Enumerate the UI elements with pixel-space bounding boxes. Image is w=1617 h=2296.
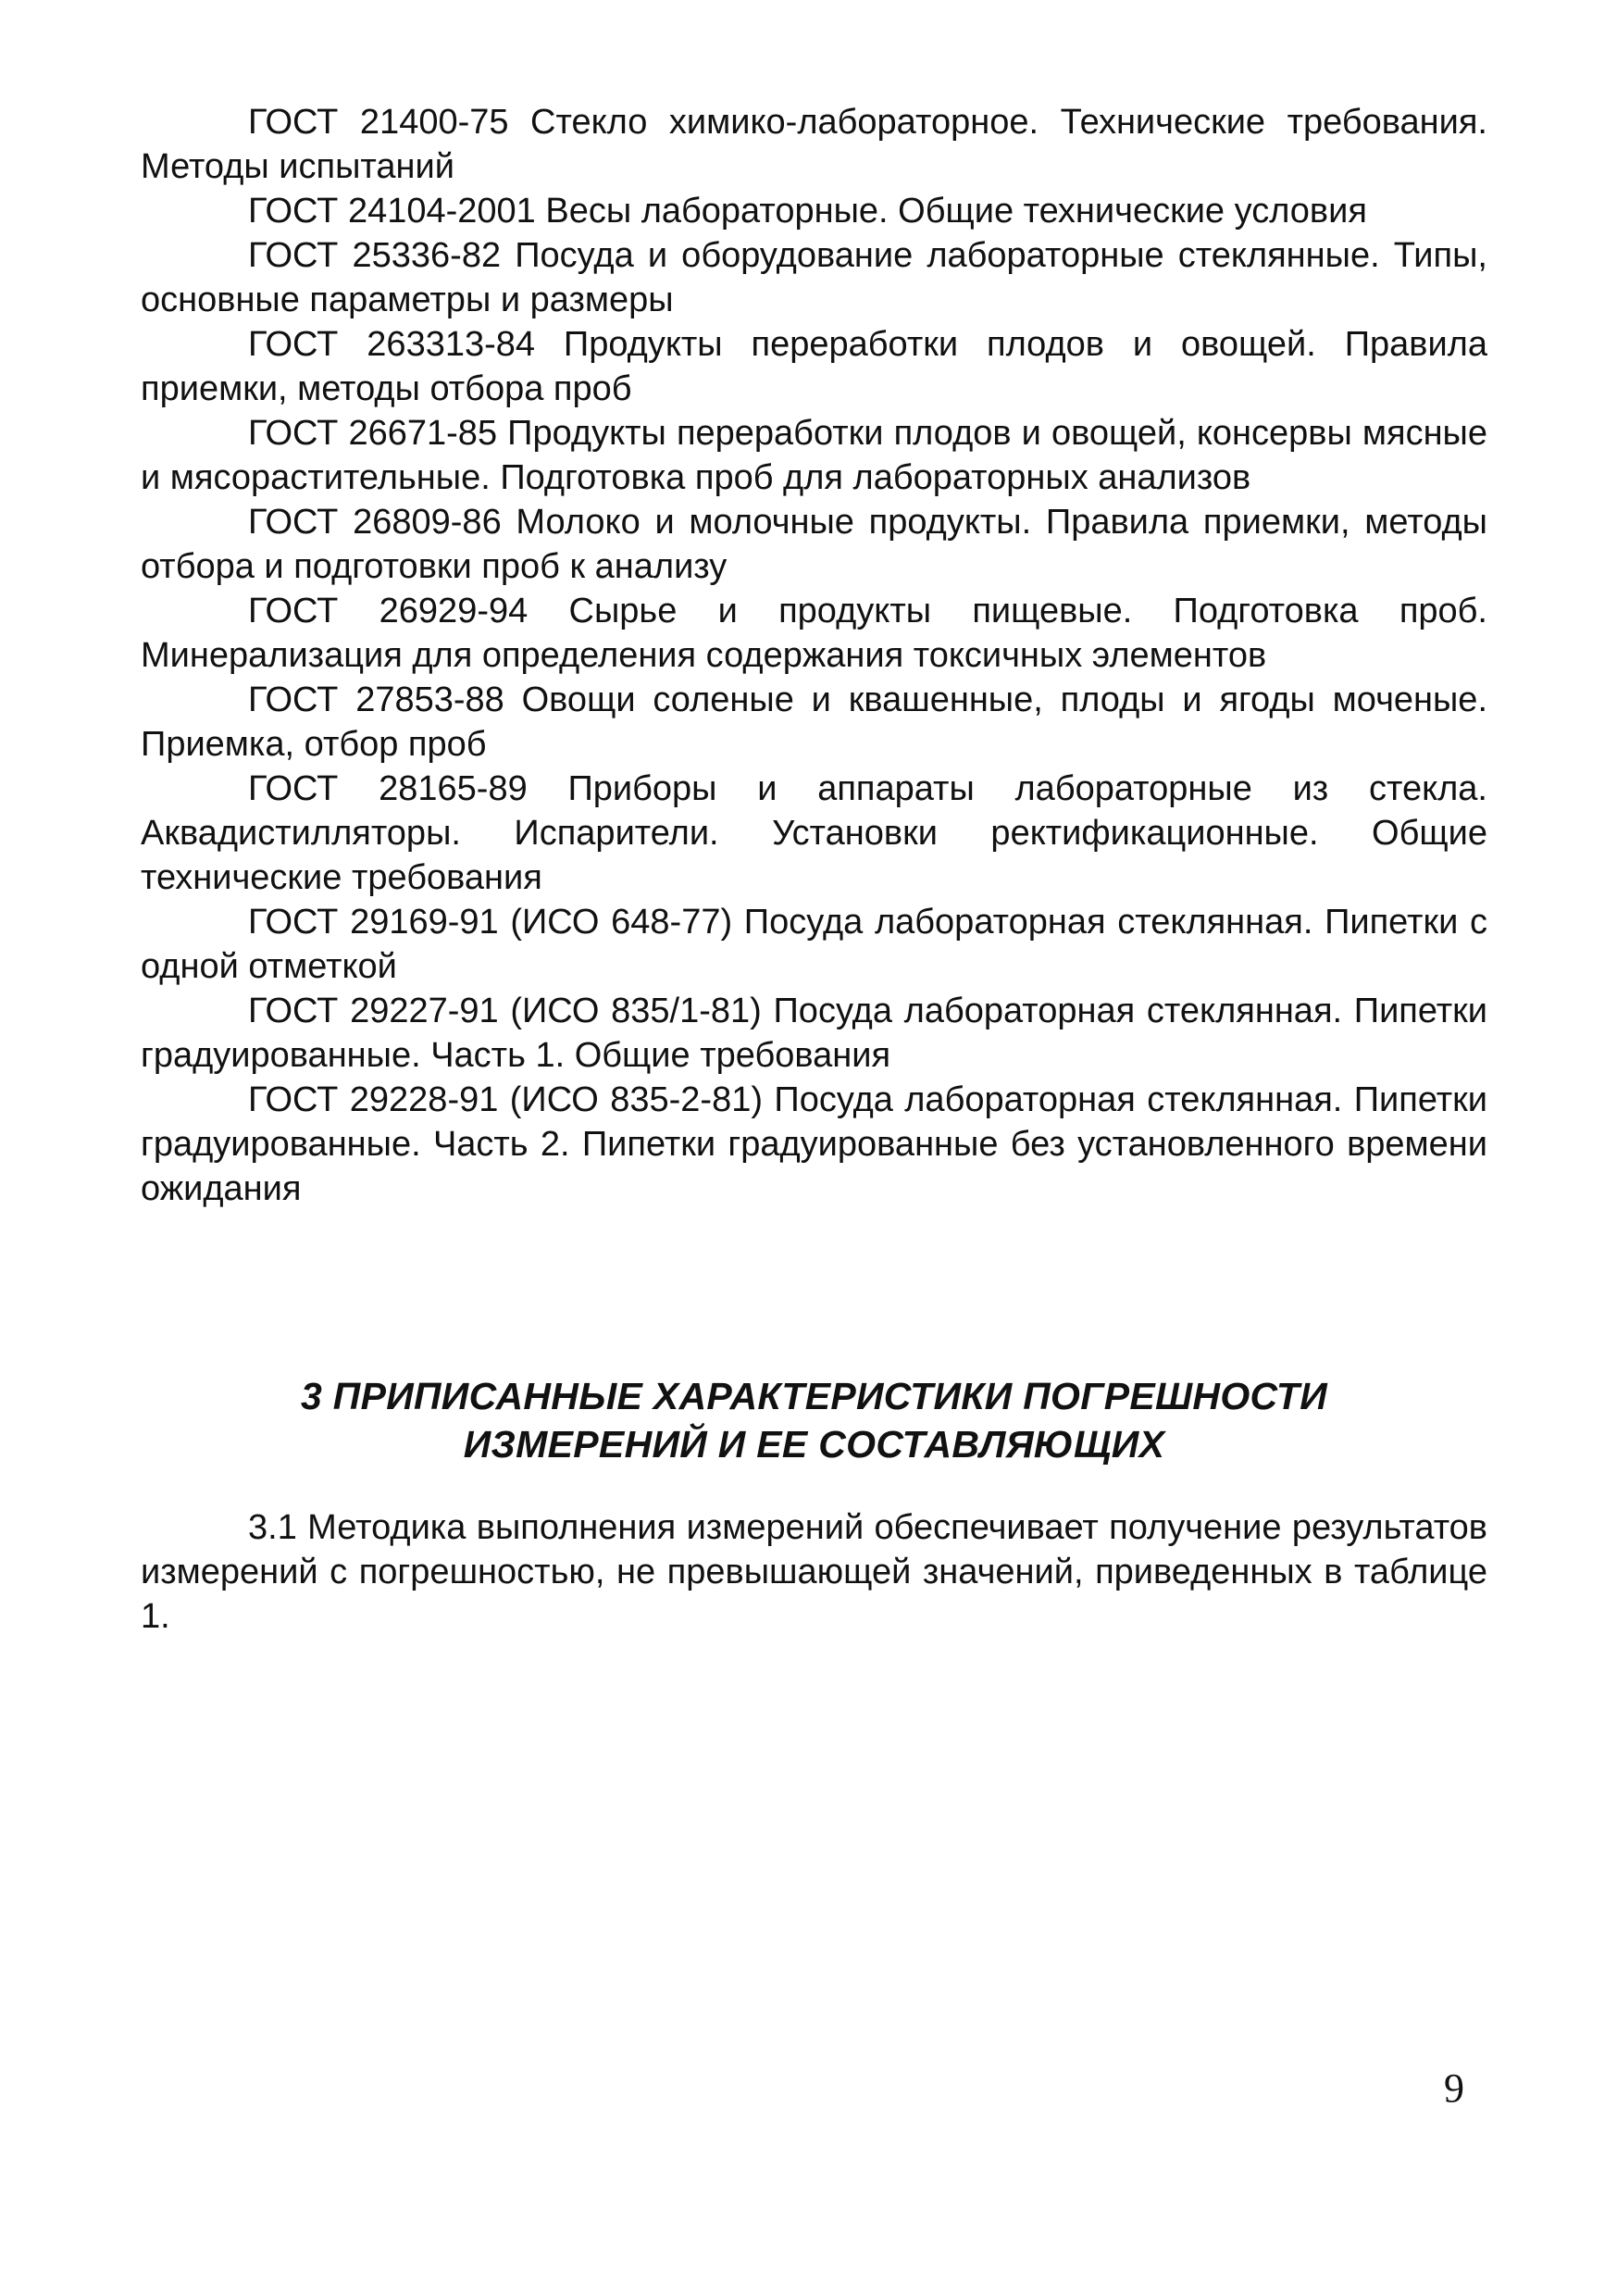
reference-item: ГОСТ 21400-75 Стекло химико-лабораторное. Технические требования. Методы испытаний — [141, 103, 1487, 186]
reference-item: ГОСТ 29169-91 (ИСО 648-77) Посуда лабораторная стеклянная. Пипетки с одной отметкой — [141, 903, 1487, 986]
reference-item: ГОСТ 26929-94 Сырье и продукты пищевые. Подготовка проб. Минерализация для определения содержания токсичных элементов — [141, 592, 1487, 675]
reference-item: ГОСТ 25336-82 Посуда и оборудование лабораторные стеклянные. Типы, основные параметры и размеры — [141, 236, 1487, 319]
reference-item: ГОСТ 24104-2001 Весы лабораторные. Общие технические условия — [248, 192, 1367, 231]
section-paragraph: 3.1 Методика выполнения измерений обеспечивает получение результатов измерений с погрешностью, не превышающей значений, приведенных в таблице 1. — [141, 1508, 1487, 1636]
section-title-line: 3 ПРИПИСАННЫЕ ХАРАКТЕРИСТИКИ ПОГРЕШНОСТИ — [300, 1375, 1328, 1417]
normative-references-list — [141, 100, 1487, 1211]
page-number: 9 — [1444, 2065, 1464, 2111]
reference-item: ГОСТ 27853-88 Овощи соленые и квашенные, плоды и ягоды моченые. Приемка, отбор проб — [141, 680, 1487, 764]
reference-item: ГОСТ 28165-89 Приборы и аппараты лабораторные из стекла. Аквадистилляторы. Испарители. Установки ректификационные. Общие технические требования — [141, 769, 1487, 897]
reference-item: ГОСТ 263313-84 Продукты переработки плодов и овощей. Правила приемки, методы отбора проб — [141, 325, 1487, 408]
reference-item: ГОСТ 26809-86 Молоко и молочные продукты. Правила приемки, методы отбора и подготовки проб к анализу — [141, 503, 1487, 586]
reference-item: ГОСТ 29228-91 (ИСО 835-2-81) Посуда лабораторная стеклянная. Пипетки градуированные. Часть 2. Пипетки градуированные без установленного времени ожидания — [141, 1080, 1487, 1208]
section-title — [141, 1372, 1487, 1468]
section-title-line: ИЗМЕРЕНИЙ И ЕЕ СОСТАВЛЯЮЩИХ — [463, 1423, 1165, 1466]
reference-item: ГОСТ 26671-85 Продукты переработки плодов и овощей, консервы мясные и мясорастительные. Подготовка проб для лабораторных анализов — [141, 414, 1487, 497]
reference-item: ГОСТ 29227-91 (ИСО 835/1-81) Посуда лабораторная стеклянная. Пипетки градуированные. Часть 1. Общие требования — [141, 992, 1487, 1075]
